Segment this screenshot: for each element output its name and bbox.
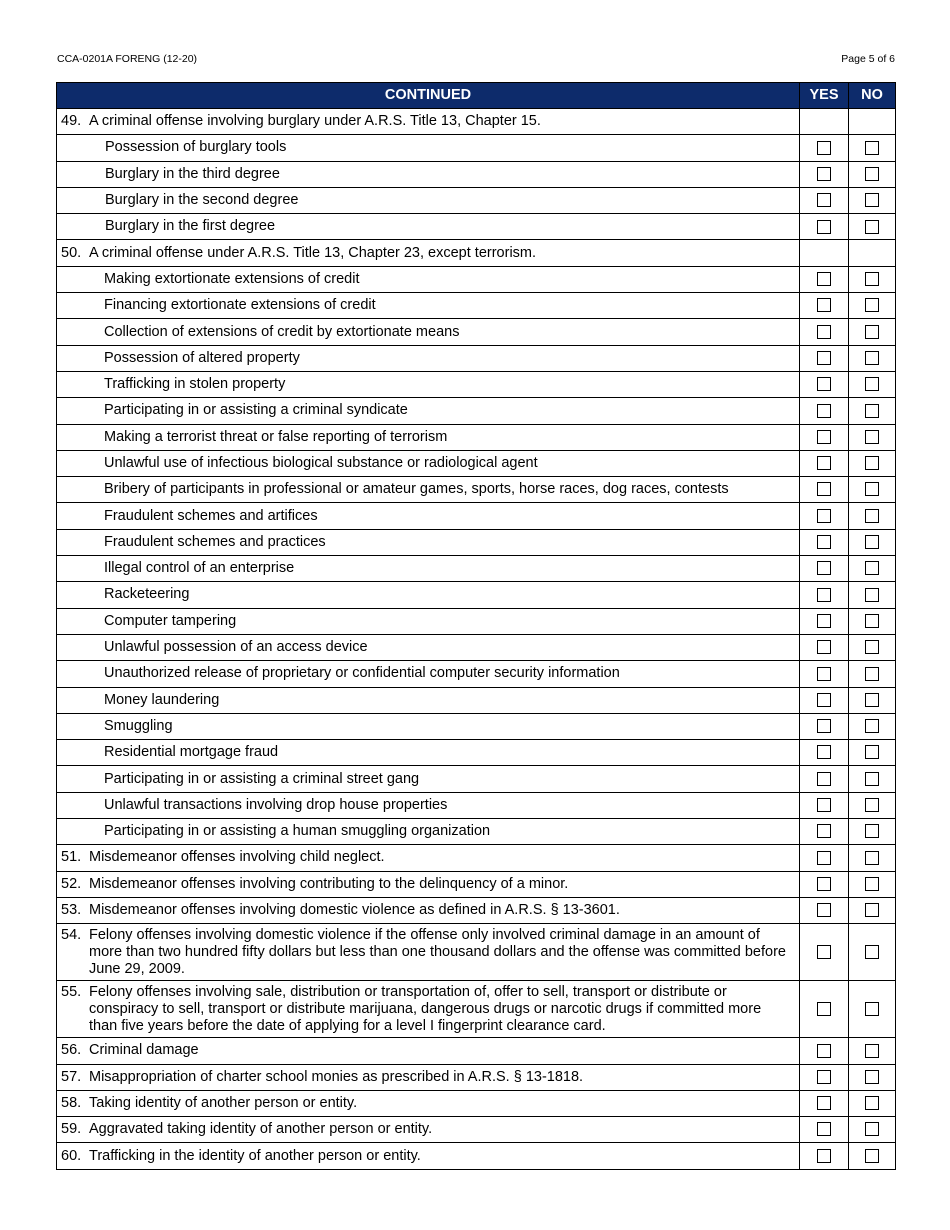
offense-checklist-table xyxy=(56,82,896,1170)
question-55 xyxy=(61,984,793,1035)
subitem-label: Money laundering xyxy=(104,691,220,708)
column-header-yes: YES xyxy=(800,83,849,109)
subitem-label: Smuggling xyxy=(104,717,173,734)
subitem-label: Participating in or assisting a criminal street gang xyxy=(104,770,420,787)
yes-checkbox[interactable] xyxy=(817,298,831,312)
question-54 xyxy=(61,927,793,978)
no-checkbox[interactable] xyxy=(865,640,879,654)
yes-checkbox[interactable] xyxy=(817,903,831,917)
no-checkbox[interactable] xyxy=(865,220,879,234)
yes-checkbox[interactable] xyxy=(817,325,831,339)
yes-checkbox[interactable] xyxy=(817,798,831,812)
subitem-row xyxy=(57,345,896,371)
question-58 xyxy=(61,1095,793,1112)
yes-checkbox[interactable] xyxy=(817,745,831,759)
question-row-56 xyxy=(57,1038,896,1064)
question-text: A criminal offense involving burglary under A.R.S. Title 13, Chapter 15. xyxy=(89,113,541,130)
question-text: Taking identity of another person or entity. xyxy=(89,1094,358,1111)
question-51 xyxy=(61,849,793,866)
yes-checkbox[interactable] xyxy=(817,945,831,959)
no-checkbox[interactable] xyxy=(865,588,879,602)
no-checkbox[interactable] xyxy=(865,693,879,707)
subitem-label: Unlawful possession of an access device xyxy=(104,639,368,656)
empty-yes-cell xyxy=(800,240,849,266)
question-row-60 xyxy=(57,1143,896,1169)
empty-yes-cell xyxy=(800,109,849,135)
question-number: 57. xyxy=(61,1068,82,1085)
question-text: Felony offenses involving domestic violence if the offense only involved criminal damage in an amount of more than two hundred fifty dollars but less than one thousand dollars and the offense was committed before June 29, 2009. xyxy=(89,926,786,977)
subitem-row xyxy=(57,687,896,713)
question-row-57 xyxy=(57,1064,896,1090)
subitem-label: Burglary in the first degree xyxy=(105,218,276,235)
yes-checkbox[interactable] xyxy=(817,719,831,733)
no-checkbox[interactable] xyxy=(865,745,879,759)
question-52 xyxy=(61,876,793,893)
no-checkbox[interactable] xyxy=(865,535,879,549)
no-checkbox[interactable] xyxy=(865,404,879,418)
subitem-label: Possession of burglary tools xyxy=(105,139,287,156)
yes-checkbox[interactable] xyxy=(817,1044,831,1058)
question-row-52 xyxy=(57,871,896,897)
subitem-row xyxy=(57,424,896,450)
question-53 xyxy=(61,902,793,919)
yes-checkbox[interactable] xyxy=(817,456,831,470)
question-row-50 xyxy=(57,240,896,266)
no-checkbox[interactable] xyxy=(865,1122,879,1136)
no-checkbox[interactable] xyxy=(865,798,879,812)
no-checkbox[interactable] xyxy=(865,1002,879,1016)
column-header-continued: CONTINUED xyxy=(57,83,800,109)
yes-checkbox[interactable] xyxy=(817,877,831,891)
yes-checkbox[interactable] xyxy=(817,482,831,496)
no-checkbox[interactable] xyxy=(865,272,879,286)
question-row-54 xyxy=(57,924,896,981)
subitem-row xyxy=(57,477,896,503)
no-checkbox[interactable] xyxy=(865,193,879,207)
question-number: 55. xyxy=(61,983,82,1000)
yes-checkbox[interactable] xyxy=(817,351,831,365)
yes-checkbox[interactable] xyxy=(817,430,831,444)
question-text: Criminal damage xyxy=(89,1042,199,1059)
yes-checkbox[interactable] xyxy=(817,1122,831,1136)
question-number: 49. xyxy=(61,113,82,130)
question-text: Aggravated taking identity of another person or entity. xyxy=(89,1121,433,1138)
empty-no-cell xyxy=(849,109,896,135)
subitem-label: Fraudulent schemes and practices xyxy=(104,533,326,550)
subitem-label: Computer tampering xyxy=(104,612,237,629)
question-49 xyxy=(61,113,793,130)
subitem-row xyxy=(57,529,896,555)
question-text: Trafficking in the identity of another person or entity. xyxy=(89,1147,421,1164)
subitem-row xyxy=(57,792,896,818)
question-number: 52. xyxy=(61,875,82,892)
question-number: 60. xyxy=(61,1147,82,1164)
yes-checkbox[interactable] xyxy=(817,772,831,786)
subitem-label: Participating in or assisting a human smuggling organization xyxy=(104,823,491,840)
subitem-label: Burglary in the second degree xyxy=(105,192,299,209)
question-row-53 xyxy=(57,897,896,923)
subitem-row xyxy=(57,819,896,845)
question-row-49 xyxy=(57,109,896,135)
no-checkbox[interactable] xyxy=(865,456,879,470)
yes-checkbox[interactable] xyxy=(817,404,831,418)
subitem-row xyxy=(57,450,896,476)
question-row-58 xyxy=(57,1090,896,1116)
no-checkbox[interactable] xyxy=(865,824,879,838)
yes-checkbox[interactable] xyxy=(817,851,831,865)
subitem-row xyxy=(57,187,896,213)
yes-checkbox[interactable] xyxy=(817,141,831,155)
no-checkbox[interactable] xyxy=(865,325,879,339)
question-number: 59. xyxy=(61,1121,82,1138)
question-text: Misdemeanor offenses involving child neglect. xyxy=(89,849,385,866)
yes-checkbox[interactable] xyxy=(817,693,831,707)
question-number: 53. xyxy=(61,902,82,919)
empty-no-cell xyxy=(849,240,896,266)
no-checkbox[interactable] xyxy=(865,298,879,312)
subitem-label: Making extortionate extensions of credit xyxy=(104,270,360,287)
yes-checkbox[interactable] xyxy=(817,220,831,234)
subitem-label: Racketeering xyxy=(104,586,190,603)
subitem-row xyxy=(57,766,896,792)
subitem-label: Fraudulent schemes and artifices xyxy=(104,507,318,524)
subitem-label: Unauthorized release of proprietary or confidential computer security information xyxy=(104,665,620,682)
no-checkbox[interactable] xyxy=(865,851,879,865)
question-number: 50. xyxy=(61,244,82,261)
subitem-row xyxy=(57,661,896,687)
question-row-51 xyxy=(57,845,896,871)
subitem-row xyxy=(57,135,896,161)
no-checkbox[interactable] xyxy=(865,1044,879,1058)
subitem-row xyxy=(57,398,896,424)
subitem-label: Possession of altered property xyxy=(104,349,300,366)
yes-checkbox[interactable] xyxy=(817,535,831,549)
no-checkbox[interactable] xyxy=(865,667,879,681)
subitem-label: Burglary in the third degree xyxy=(105,165,280,182)
subitem-label: Unlawful transactions involving drop house properties xyxy=(104,796,448,813)
yes-checkbox[interactable] xyxy=(817,1149,831,1163)
question-text: Felony offenses involving sale, distribution or transportation of, offer to sell, transport or distribute or conspiracy to sell, transport or distribute marijuana, dangerous drugs or narcotic drugs if committed more than five years before the date of applying for a level I fingerprint clearance card. xyxy=(89,983,762,1034)
no-checkbox[interactable] xyxy=(865,903,879,917)
yes-checkbox[interactable] xyxy=(817,167,831,181)
question-row-55 xyxy=(57,981,896,1038)
form-id: CCA-0201A FORENG (12-20) xyxy=(57,53,198,65)
subitem-row xyxy=(57,293,896,319)
yes-checkbox[interactable] xyxy=(817,640,831,654)
subitem-row xyxy=(57,371,896,397)
subitem-row xyxy=(57,713,896,739)
question-text: Misdemeanor offenses involving contributing to the delinquency of a minor. xyxy=(89,875,569,892)
no-checkbox[interactable] xyxy=(865,1096,879,1110)
subitem-row xyxy=(57,161,896,187)
question-59 xyxy=(61,1121,793,1138)
column-header-no: NO xyxy=(849,83,896,109)
yes-checkbox[interactable] xyxy=(817,667,831,681)
question-50 xyxy=(61,245,793,262)
subitem-label: Unlawful use of infectious biological substance or radiological agent xyxy=(104,455,538,471)
yes-checkbox[interactable] xyxy=(817,377,831,391)
question-text: A criminal offense under A.R.S. Title 13, Chapter 23, except terrorism. xyxy=(89,244,537,261)
subitem-row xyxy=(57,266,896,292)
yes-checkbox[interactable] xyxy=(817,272,831,286)
subitem-label: Trafficking in stolen property xyxy=(104,376,286,393)
yes-checkbox[interactable] xyxy=(817,193,831,207)
no-checkbox[interactable] xyxy=(865,614,879,628)
no-checkbox[interactable] xyxy=(865,509,879,523)
subitem-label: Making a terrorist threat or false reporting of terrorism xyxy=(104,428,448,445)
no-checkbox[interactable] xyxy=(865,1070,879,1084)
yes-checkbox[interactable] xyxy=(817,509,831,523)
question-number: 54. xyxy=(61,926,82,943)
subitem-label: Participating in or assisting a criminal syndicate xyxy=(104,402,408,419)
subitem-row xyxy=(57,319,896,345)
question-text: Misappropriation of charter school monies as prescribed in A.R.S. § 13-1818. xyxy=(89,1068,584,1085)
question-text: Misdemeanor offenses involving domestic violence as defined in A.R.S. § 13-3601. xyxy=(89,902,620,919)
subitem-row xyxy=(57,608,896,634)
no-checkbox[interactable] xyxy=(865,945,879,959)
question-56 xyxy=(61,1042,793,1059)
no-checkbox[interactable] xyxy=(865,430,879,444)
subitem-row xyxy=(57,582,896,608)
no-checkbox[interactable] xyxy=(865,719,879,733)
no-checkbox[interactable] xyxy=(865,877,879,891)
subitem-row xyxy=(57,503,896,529)
no-checkbox[interactable] xyxy=(865,561,879,575)
subitem-row xyxy=(57,556,896,582)
no-checkbox[interactable] xyxy=(865,377,879,391)
subitem-label: Residential mortgage fraud xyxy=(104,744,279,761)
yes-checkbox[interactable] xyxy=(817,614,831,628)
subitem-label: Collection of extensions of credit by extortionate means xyxy=(104,323,460,340)
subitem-row xyxy=(57,740,896,766)
yes-checkbox[interactable] xyxy=(817,561,831,575)
question-number: 58. xyxy=(61,1094,82,1111)
yes-checkbox[interactable] xyxy=(817,1070,831,1084)
no-checkbox[interactable] xyxy=(865,482,879,496)
question-row-59 xyxy=(57,1117,896,1143)
page-number: Page 5 of 6 xyxy=(841,53,895,65)
yes-checkbox[interactable] xyxy=(817,588,831,602)
no-checkbox[interactable] xyxy=(865,772,879,786)
question-57 xyxy=(61,1069,793,1086)
yes-checkbox[interactable] xyxy=(817,1002,831,1016)
subitem-label: Bribery of participants in professional or amateur games, sports, horse races, dog races, contests xyxy=(104,481,729,498)
no-checkbox[interactable] xyxy=(865,1149,879,1163)
no-checkbox[interactable] xyxy=(865,141,879,155)
yes-checkbox[interactable] xyxy=(817,824,831,838)
subitem-label: Financing extortionate extensions of credit xyxy=(104,297,376,314)
question-number: 51. xyxy=(61,849,82,866)
page-header xyxy=(57,53,895,67)
question-number: 56. xyxy=(61,1042,82,1059)
question-60 xyxy=(61,1148,793,1165)
no-checkbox[interactable] xyxy=(865,351,879,365)
yes-checkbox[interactable] xyxy=(817,1096,831,1110)
subitem-label: Illegal control of an enterprise xyxy=(104,560,295,577)
table-header-row xyxy=(57,83,896,109)
subitem-row xyxy=(57,214,896,240)
no-checkbox[interactable] xyxy=(865,167,879,181)
subitem-row xyxy=(57,634,896,660)
